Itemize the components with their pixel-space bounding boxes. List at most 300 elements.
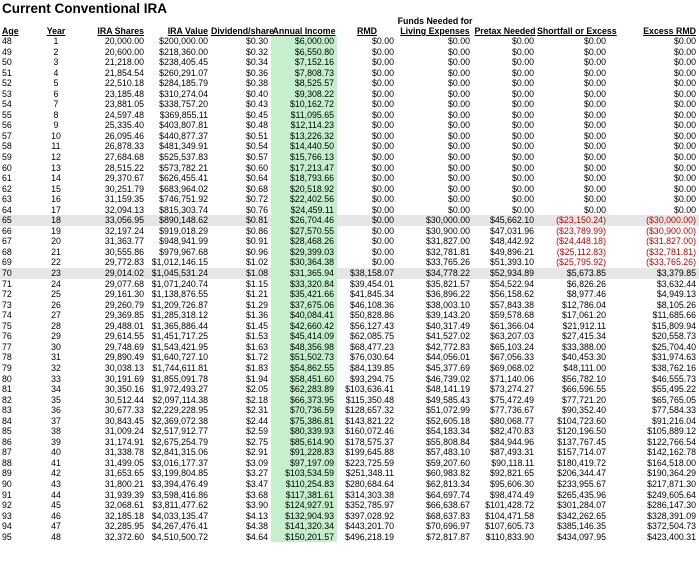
- cell-rmd[interactable]: $0.00: [371, 78, 394, 89]
- cell-shortfall-or-excess[interactable]: $0.00: [583, 78, 606, 89]
- cell-ira-value[interactable]: $200,000.00: [159, 36, 208, 46]
- cell-shortfall-or-excess[interactable]: $6,826.26: [566, 278, 606, 289]
- cell-excess-rmd[interactable]: $3,379.85: [609, 268, 699, 279]
- cell-dividend-per-share[interactable]: $1.29: [245, 299, 268, 310]
- cell-shortfall-or-excess[interactable]: ($25,112.83): [556, 246, 606, 257]
- cell-pretax-needed[interactable]: $73,274.27: [489, 384, 534, 395]
- cell-ira-shares[interactable]: 30,350.16: [104, 384, 144, 395]
- cell-excess-rmd[interactable]: $0.00: [673, 78, 696, 89]
- cell-shortfall-or-excess[interactable]: ($24,448.18): [556, 236, 606, 247]
- cell-rmd[interactable]: $38,158.07: [337, 268, 397, 279]
- cell-annual-income[interactable]: $18,793.66: [271, 173, 337, 184]
- cell-dividend-per-share[interactable]: $1.02: [245, 257, 268, 268]
- cell-excess-rmd[interactable]: $0.00: [673, 67, 696, 78]
- cell-shortfall-or-excess[interactable]: $434,097.95: [557, 531, 606, 542]
- cell-rmd[interactable]: $352,785.97: [345, 500, 394, 511]
- cell-annual-income[interactable]: $51,502.73: [271, 352, 337, 363]
- cell-dividend-per-share[interactable]: $2.59: [245, 426, 268, 437]
- cell-rmd[interactable]: $0.00: [371, 46, 394, 57]
- cell-funds-needed[interactable]: $45,377.69: [425, 362, 470, 373]
- cell-excess-rmd[interactable]: $4,949.13: [656, 289, 696, 300]
- cell-pretax-needed[interactable]: $47,031.96: [489, 225, 534, 236]
- cell-age[interactable]: 63: [2, 194, 12, 205]
- cell-funds-needed[interactable]: $62,813.34: [425, 478, 470, 489]
- cell-shortfall-or-excess[interactable]: $206,344.47: [557, 468, 606, 479]
- cell-excess-rmd[interactable]: $25,704.40: [651, 341, 696, 352]
- cell-pretax-needed[interactable]: $107,605.73: [485, 521, 534, 532]
- cell-funds-needed[interactable]: $55,808.84: [425, 436, 470, 447]
- cell-ira-value[interactable]: $2,675,254.79: [151, 436, 208, 447]
- cell-annual-income[interactable]: $42,660.42: [271, 321, 337, 332]
- cell-dividend-per-share[interactable]: $1.15: [245, 278, 268, 289]
- cell-pretax-needed[interactable]: $90,118.11: [491, 457, 534, 468]
- cell-shortfall-or-excess[interactable]: $0.00: [583, 173, 606, 184]
- cell-annual-income[interactable]: $17,213.47: [271, 163, 337, 174]
- cell-ira-value[interactable]: $525,537.83: [159, 152, 208, 163]
- cell-ira-value[interactable]: $3,394,476.49: [151, 478, 208, 489]
- cell-annual-income[interactable]: $29,399.03: [271, 247, 337, 258]
- cell-funds-needed[interactable]: $0.00: [447, 78, 470, 89]
- cell-ira-value[interactable]: $573,782.21: [159, 162, 208, 173]
- cell-dividend-per-share[interactable]: $2.44: [245, 415, 268, 426]
- cell-funds-needed[interactable]: $0.00: [447, 152, 470, 163]
- cell-annual-income[interactable]: $7,152.16: [271, 57, 337, 68]
- cell-shortfall-or-excess[interactable]: $33,388.00: [561, 341, 606, 352]
- cell-shortfall-or-excess[interactable]: $8,977.46: [566, 289, 606, 300]
- cell-dividend-per-share[interactable]: $2.75: [245, 436, 268, 447]
- cell-age[interactable]: 61: [2, 173, 12, 184]
- cell-excess-rmd[interactable]: $0.00: [673, 36, 696, 46]
- cell-pretax-needed[interactable]: $59,578.68: [489, 310, 534, 321]
- cell-year[interactable]: 44: [51, 489, 61, 500]
- cell-year[interactable]: 36: [51, 405, 61, 416]
- cell-ira-shares[interactable]: 31,174.91: [104, 436, 144, 447]
- cell-excess-rmd[interactable]: $11,685.66: [652, 310, 696, 321]
- cell-dividend-per-share[interactable]: $0.48: [245, 120, 268, 131]
- cell-rmd[interactable]: $39,454.01: [349, 278, 394, 289]
- cell-age[interactable]: 65: [0, 215, 30, 226]
- cell-funds-needed[interactable]: $51,072.99: [425, 405, 470, 416]
- cell-rmd[interactable]: $62,085.75: [349, 331, 394, 342]
- cell-ira-shares[interactable]: 29,077.68: [104, 278, 144, 289]
- cell-rmd[interactable]: $223,725.59: [345, 457, 394, 468]
- cell-pretax-needed[interactable]: $0.00: [511, 141, 534, 152]
- cell-shortfall-or-excess[interactable]: $0.00: [583, 57, 606, 68]
- cell-ira-value[interactable]: $3,811,477.62: [152, 500, 208, 511]
- cell-year[interactable]: 22: [51, 257, 61, 268]
- cell-annual-income[interactable]: $48,356.98: [271, 342, 337, 353]
- cell-year[interactable]: 16: [51, 194, 61, 205]
- cell-year[interactable]: 27: [51, 310, 61, 321]
- cell-year[interactable]: 40: [51, 447, 61, 458]
- cell-funds-needed[interactable]: $35,821.57: [425, 278, 470, 289]
- cell-pretax-needed[interactable]: $0.00: [511, 183, 534, 194]
- cell-dividend-per-share[interactable]: $1.72: [245, 352, 268, 363]
- cell-ira-value[interactable]: $4,033,135.47: [151, 510, 208, 521]
- cell-ira-value[interactable]: $440,877.37: [159, 130, 208, 141]
- cell-ira-shares[interactable]: 31,800.21: [104, 478, 144, 489]
- cell-pretax-needed[interactable]: $57,843.38: [489, 299, 534, 310]
- cell-age[interactable]: 87: [2, 447, 12, 458]
- cell-excess-rmd[interactable]: $217,871.30: [647, 478, 696, 489]
- cell-dividend-per-share[interactable]: $3.47: [245, 478, 268, 489]
- cell-pretax-needed[interactable]: $104,471.58: [485, 510, 534, 521]
- cell-funds-needed[interactable]: $68,637.83: [425, 510, 470, 521]
- cell-dividend-per-share[interactable]: $2.91: [245, 447, 268, 458]
- cell-rmd[interactable]: $0.00: [371, 130, 394, 141]
- cell-shortfall-or-excess[interactable]: $180,419.72: [557, 457, 606, 468]
- cell-dividend-per-share[interactable]: $0.51: [245, 130, 268, 141]
- cell-ira-value[interactable]: $1,972,493.27: [151, 384, 208, 395]
- cell-shortfall-or-excess[interactable]: ($25,795.92): [556, 257, 606, 268]
- cell-age[interactable]: 83: [2, 405, 12, 416]
- cell-dividend-per-share[interactable]: $4.13: [245, 510, 268, 521]
- cell-excess-rmd[interactable]: $164,518.00: [647, 457, 696, 468]
- cell-pretax-needed[interactable]: $84,944.96: [489, 436, 534, 447]
- cell-pretax-needed[interactable]: $80,068.77: [489, 415, 534, 426]
- cell-ira-value[interactable]: $3,199,804.85: [151, 468, 208, 479]
- cell-year[interactable]: 14: [51, 173, 61, 184]
- cell-funds-needed[interactable]: $30,900.00: [425, 225, 470, 236]
- cell-dividend-per-share[interactable]: $0.54: [245, 141, 268, 152]
- cell-excess-rmd[interactable]: $0.00: [673, 57, 696, 68]
- cell-shortfall-or-excess[interactable]: $27,415.34: [561, 331, 606, 342]
- cell-ira-value[interactable]: $890,148.62: [147, 215, 211, 226]
- cell-ira-shares[interactable]: 31,499.05: [104, 457, 144, 468]
- cell-shortfall-or-excess[interactable]: $0.00: [583, 120, 606, 131]
- col-header-pretax-needed[interactable]: Pretax Needed: [474, 26, 536, 36]
- cell-excess-rmd[interactable]: $0.00: [673, 204, 696, 215]
- cell-year[interactable]: 31: [51, 352, 61, 363]
- cell-rmd[interactable]: $0.00: [371, 183, 394, 194]
- cell-ira-value[interactable]: $1,640,727.10: [151, 352, 208, 363]
- cell-funds-needed[interactable]: $41,527.02: [425, 331, 470, 342]
- cell-year[interactable]: 32: [51, 362, 61, 373]
- cell-rmd[interactable]: $0.00: [371, 109, 394, 120]
- cell-ira-value[interactable]: $948,941.99: [159, 236, 208, 247]
- cell-funds-needed[interactable]: $33,765.26: [425, 257, 470, 268]
- cell-age[interactable]: 58: [2, 141, 12, 152]
- cell-rmd[interactable]: $103,636.41: [345, 384, 394, 395]
- cell-rmd[interactable]: $56,127.43: [349, 320, 394, 331]
- cell-shortfall-or-excess[interactable]: $301,284.07: [557, 500, 606, 511]
- cell-pretax-needed[interactable]: $0.00: [511, 99, 534, 110]
- cell-year[interactable]: 38: [51, 426, 61, 437]
- cell-year[interactable]: 26: [51, 299, 61, 310]
- cell-rmd[interactable]: $0.00: [371, 120, 394, 131]
- cell-excess-rmd[interactable]: $0.00: [673, 183, 696, 194]
- cell-excess-rmd[interactable]: $8,105.26: [656, 299, 696, 310]
- cell-rmd[interactable]: $0.00: [371, 36, 394, 46]
- cell-dividend-per-share[interactable]: $0.81: [211, 215, 271, 226]
- cell-year[interactable]: 2: [53, 46, 59, 57]
- cell-dividend-per-share[interactable]: $4.64: [245, 531, 268, 542]
- cell-ira-shares[interactable]: 20,000.00: [104, 36, 144, 46]
- cell-excess-rmd[interactable]: $0.00: [673, 141, 696, 152]
- cell-annual-income[interactable]: $6,000.00: [271, 36, 337, 47]
- col-header-shortfall-or-excess[interactable]: Shortfall or Excess: [537, 26, 617, 36]
- cell-annual-income[interactable]: $37,675.06: [271, 300, 337, 311]
- cell-rmd[interactable]: $280,684.64: [345, 478, 394, 489]
- cell-shortfall-or-excess[interactable]: $265,435.96: [557, 489, 606, 500]
- cell-year[interactable]: 17: [51, 204, 61, 215]
- cell-annual-income[interactable]: $80,339.93: [271, 426, 337, 437]
- cell-ira-shares[interactable]: 20,600.00: [104, 46, 144, 57]
- cell-ira-shares[interactable]: 29,161.30: [104, 289, 144, 300]
- cell-excess-rmd[interactable]: $46,555.73: [651, 373, 696, 384]
- cell-annual-income[interactable]: $141,320.34: [271, 521, 337, 532]
- cell-excess-rmd[interactable]: $55,495.22: [651, 384, 696, 395]
- cell-pretax-needed[interactable]: $45,662.10: [473, 215, 537, 226]
- col-header-ira-value[interactable]: IRA Value: [167, 26, 208, 36]
- cell-excess-rmd[interactable]: $91,216.04: [651, 415, 696, 426]
- cell-funds-needed[interactable]: $31,827.00: [425, 236, 470, 247]
- cell-dividend-per-share[interactable]: $0.34: [245, 57, 268, 68]
- cell-annual-income[interactable]: $30,364.38: [271, 257, 337, 268]
- cell-age[interactable]: 55: [2, 109, 12, 120]
- cell-year[interactable]: 8: [53, 109, 59, 120]
- cell-rmd[interactable]: $397,028.92: [345, 510, 394, 521]
- cell-age[interactable]: 49: [2, 46, 12, 57]
- cell-ira-shares[interactable]: 29,260.79: [104, 299, 144, 310]
- cell-ira-shares[interactable]: 21,218.00: [104, 57, 144, 68]
- cell-dividend-per-share[interactable]: $4.38: [245, 521, 268, 532]
- cell-rmd[interactable]: $160,072.46: [345, 426, 394, 437]
- cell-shortfall-or-excess[interactable]: $0.00: [583, 152, 606, 163]
- cell-year[interactable]: 19: [51, 225, 61, 236]
- cell-dividend-per-share[interactable]: $0.60: [245, 162, 268, 173]
- cell-funds-needed[interactable]: $48,141.19: [425, 384, 470, 395]
- cell-funds-needed[interactable]: $32,781.81: [425, 246, 470, 257]
- cell-rmd[interactable]: $76,030.64: [349, 352, 394, 363]
- cell-pretax-needed[interactable]: $0.00: [511, 36, 534, 46]
- cell-shortfall-or-excess[interactable]: $48,111.00: [563, 362, 606, 373]
- col-header-dividend-per-share[interactable]: Dividend/share: [211, 26, 275, 36]
- cell-year[interactable]: 33: [51, 373, 61, 384]
- cell-pretax-needed[interactable]: $69,068.02: [489, 362, 534, 373]
- cell-funds-needed[interactable]: $0.00: [447, 88, 470, 99]
- cell-rmd[interactable]: $50,828.86: [349, 310, 394, 321]
- cell-ira-value[interactable]: $1,855,091.78: [151, 373, 208, 384]
- cell-excess-rmd[interactable]: $0.00: [673, 46, 696, 57]
- cell-ira-value[interactable]: $481,349.91: [159, 141, 208, 152]
- cell-rmd[interactable]: $115,350.48: [345, 394, 394, 405]
- cell-pretax-needed[interactable]: $0.00: [511, 88, 534, 99]
- cell-age[interactable]: 91: [2, 489, 12, 500]
- cell-rmd[interactable]: $93,294.75: [349, 373, 394, 384]
- cell-year[interactable]: 9: [53, 120, 59, 131]
- cell-excess-rmd[interactable]: $3,632.44: [656, 278, 696, 289]
- cell-ira-shares[interactable]: 30,677.33: [104, 405, 144, 416]
- cell-ira-shares[interactable]: 32,068.61: [104, 500, 144, 511]
- cell-ira-shares[interactable]: 31,363.77: [104, 236, 144, 247]
- cell-pretax-needed[interactable]: $67,056.33: [489, 352, 534, 363]
- cell-shortfall-or-excess[interactable]: $0.00: [583, 109, 606, 120]
- cell-funds-needed[interactable]: $0.00: [447, 141, 470, 152]
- cell-annual-income[interactable]: $22,402.56: [271, 194, 337, 205]
- cell-excess-rmd[interactable]: $122,766.54: [647, 436, 696, 447]
- cell-funds-needed[interactable]: $0.00: [447, 204, 470, 215]
- cell-annual-income[interactable]: $27,570.55: [271, 226, 337, 237]
- cell-age[interactable]: 57: [2, 130, 12, 141]
- cell-annual-income[interactable]: $110,254.83: [271, 479, 337, 490]
- cell-ira-value[interactable]: $1,012,146.15: [151, 257, 208, 268]
- cell-excess-rmd[interactable]: $0.00: [673, 152, 696, 163]
- cell-ira-shares[interactable]: 30,191.69: [104, 373, 144, 384]
- cell-dividend-per-share[interactable]: $2.18: [245, 394, 268, 405]
- cell-age[interactable]: 51: [2, 67, 12, 78]
- cell-excess-rmd[interactable]: $0.00: [673, 109, 696, 120]
- cell-annual-income[interactable]: $97,197.09: [271, 458, 337, 469]
- cell-dividend-per-share[interactable]: $1.21: [245, 289, 268, 300]
- cell-excess-rmd[interactable]: ($33,765.26): [646, 257, 696, 268]
- cell-dividend-per-share[interactable]: $1.53: [245, 331, 268, 342]
- cell-age[interactable]: 48: [2, 36, 12, 46]
- cell-pretax-needed[interactable]: $0.00: [511, 57, 534, 68]
- cell-rmd[interactable]: $0.00: [371, 152, 394, 163]
- cell-pretax-needed[interactable]: $63,207.03: [489, 331, 534, 342]
- cell-excess-rmd[interactable]: ($32,781.81): [646, 246, 696, 257]
- cell-ira-value[interactable]: $3,016,177.37: [151, 457, 208, 468]
- cell-funds-needed[interactable]: $0.00: [447, 183, 470, 194]
- cell-annual-income[interactable]: $85,614.90: [271, 437, 337, 448]
- cell-funds-needed[interactable]: $0.00: [447, 120, 470, 131]
- cell-year[interactable]: 12: [51, 152, 61, 163]
- cell-year[interactable]: 3: [53, 57, 59, 68]
- cell-ira-shares[interactable]: 24,597.48: [104, 109, 144, 120]
- cell-funds-needed[interactable]: $30,000.00: [397, 215, 473, 226]
- cell-pretax-needed[interactable]: $0.00: [511, 152, 534, 163]
- cell-dividend-per-share[interactable]: $0.91: [245, 236, 268, 247]
- cell-excess-rmd[interactable]: $423,400.31: [647, 531, 696, 542]
- cell-annual-income[interactable]: $66,373.95: [271, 395, 337, 406]
- cell-ira-shares[interactable]: 27,684.68: [104, 152, 144, 163]
- cell-ira-value[interactable]: $2,841,315.06: [151, 447, 208, 458]
- cell-year[interactable]: 30: [51, 341, 61, 352]
- cell-rmd[interactable]: $0.00: [337, 215, 397, 226]
- cell-annual-income[interactable]: $24,459.11: [271, 205, 337, 216]
- cell-ira-value[interactable]: $2,517,912.77: [151, 426, 208, 437]
- cell-excess-rmd[interactable]: $31,974.63: [651, 352, 696, 363]
- cell-age[interactable]: 62: [2, 183, 12, 194]
- cell-shortfall-or-excess[interactable]: $90,352.40: [561, 405, 606, 416]
- cell-annual-income[interactable]: $15,766.13: [271, 152, 337, 163]
- cell-dividend-per-share[interactable]: $0.38: [245, 78, 268, 89]
- cell-rmd[interactable]: $0.00: [371, 257, 394, 268]
- cell-excess-rmd[interactable]: $286,147.30: [647, 500, 696, 511]
- cell-ira-shares[interactable]: 30,251.79: [104, 183, 144, 194]
- cell-ira-value[interactable]: $238,405.45: [159, 57, 208, 68]
- cell-age[interactable]: 77: [2, 341, 12, 352]
- cell-ira-shares[interactable]: 25,335.40: [104, 120, 144, 131]
- cell-excess-rmd[interactable]: $249,605.64: [647, 489, 696, 500]
- cell-year[interactable]: 46: [51, 510, 61, 521]
- cell-age[interactable]: 73: [2, 299, 12, 310]
- cell-pretax-needed[interactable]: $95,606.30: [489, 478, 534, 489]
- cell-ira-value[interactable]: $1,071,240.74: [151, 278, 208, 289]
- cell-annual-income[interactable]: $26,704.46: [271, 215, 337, 226]
- cell-pretax-needed[interactable]: $71,140.06: [489, 373, 534, 384]
- cell-ira-shares[interactable]: 31,338.78: [104, 447, 144, 458]
- cell-pretax-needed[interactable]: $0.00: [511, 173, 534, 184]
- cell-rmd[interactable]: $314,303.38: [345, 489, 394, 500]
- cell-age[interactable]: 95: [2, 531, 12, 542]
- cell-ira-value[interactable]: $1,744,611.81: [152, 362, 208, 373]
- cell-year[interactable]: 13: [51, 162, 61, 173]
- cell-shortfall-or-excess[interactable]: $0.00: [583, 162, 606, 173]
- cell-annual-income[interactable]: $6,550.80: [271, 47, 337, 58]
- col-header-excess-rmd[interactable]: Excess RMD: [643, 26, 696, 36]
- cell-funds-needed[interactable]: $0.00: [447, 99, 470, 110]
- cell-rmd[interactable]: $0.00: [371, 246, 394, 257]
- cell-dividend-per-share[interactable]: $0.57: [245, 152, 268, 163]
- cell-rmd[interactable]: $0.00: [371, 194, 394, 205]
- cell-year[interactable]: 15: [51, 183, 61, 194]
- cell-funds-needed[interactable]: $0.00: [447, 194, 470, 205]
- cell-pretax-needed[interactable]: $52,934.89: [473, 268, 537, 279]
- cell-shortfall-or-excess[interactable]: $120,196.50: [557, 426, 606, 437]
- cell-year[interactable]: 34: [51, 384, 61, 395]
- cell-dividend-per-share[interactable]: $1.45: [245, 320, 268, 331]
- cell-ira-shares[interactable]: 29,488.01: [104, 320, 144, 331]
- cell-ira-shares[interactable]: 23,185.48: [104, 88, 144, 99]
- cell-year[interactable]: 20: [51, 236, 61, 247]
- cell-ira-value[interactable]: $218,360.00: [159, 46, 208, 57]
- cell-pretax-needed[interactable]: $49,896.21: [489, 246, 534, 257]
- cell-shortfall-or-excess[interactable]: $0.00: [583, 183, 606, 194]
- cell-excess-rmd[interactable]: $190,364.29: [647, 468, 696, 479]
- cell-rmd[interactable]: $0.00: [371, 204, 394, 215]
- cell-age[interactable]: 84: [2, 415, 12, 426]
- cell-age[interactable]: 56: [2, 120, 12, 131]
- cell-annual-income[interactable]: $117,381.61: [271, 490, 337, 501]
- cell-pretax-needed[interactable]: $75,472.49: [489, 394, 534, 405]
- cell-ira-shares[interactable]: 31,159.35: [104, 194, 144, 205]
- col-header-age[interactable]: Age: [2, 26, 19, 36]
- cell-funds-needed[interactable]: $60,983.82: [425, 468, 470, 479]
- cell-annual-income[interactable]: $45,414.09: [271, 331, 337, 342]
- cell-annual-income[interactable]: $70,736.59: [271, 405, 337, 416]
- cell-rmd[interactable]: $0.00: [371, 57, 394, 68]
- cell-ira-value[interactable]: $683,964.02: [159, 183, 208, 194]
- cell-age[interactable]: 79: [2, 362, 12, 373]
- cell-age[interactable]: 81: [2, 384, 12, 395]
- cell-ira-shares[interactable]: 22,510.18: [104, 78, 144, 89]
- cell-excess-rmd[interactable]: $65,765.05: [651, 394, 696, 405]
- cell-year[interactable]: 1: [53, 36, 59, 46]
- col-header-funds-needed[interactable]: [397, 16, 473, 36]
- cell-ira-value[interactable]: $284,185.79: [159, 78, 208, 89]
- cell-shortfall-or-excess[interactable]: $385,146.35: [557, 521, 606, 532]
- cell-year[interactable]: 35: [51, 394, 61, 405]
- cell-funds-needed[interactable]: $0.00: [447, 162, 470, 173]
- cell-pretax-needed[interactable]: $48,442.92: [489, 236, 534, 247]
- cell-ira-value[interactable]: $919,018.29: [159, 225, 208, 236]
- cell-dividend-per-share[interactable]: $1.08: [211, 268, 271, 279]
- cell-annual-income[interactable]: $10,162.72: [271, 99, 337, 110]
- cell-age[interactable]: 71: [2, 278, 12, 289]
- cell-age[interactable]: 82: [2, 394, 12, 405]
- cell-annual-income[interactable]: $7,808.73: [271, 68, 337, 79]
- cell-excess-rmd[interactable]: ($30,000.00): [609, 215, 699, 226]
- cell-age[interactable]: 72: [2, 289, 12, 300]
- cell-excess-rmd[interactable]: ($31,827.00): [646, 236, 696, 247]
- cell-pretax-needed[interactable]: $92,821.65: [489, 468, 534, 479]
- cell-pretax-needed[interactable]: $65,103.24: [489, 341, 534, 352]
- cell-ira-shares[interactable]: 30,038.13: [104, 362, 144, 373]
- cell-ira-shares[interactable]: 33,056.95: [82, 215, 147, 226]
- cell-year[interactable]: 25: [51, 289, 61, 300]
